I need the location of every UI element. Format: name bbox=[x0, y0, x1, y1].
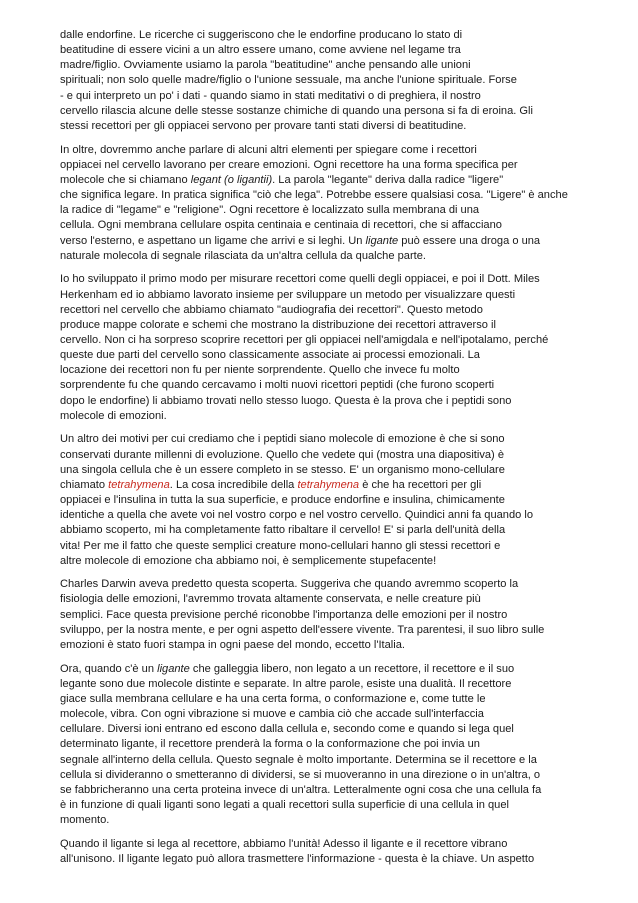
text-run: altre molecole di emozione cha abbiamo noi, è semplicemente stupefacente! bbox=[60, 554, 437, 567]
text-run: oppiacei nel cervello lavorano per creare emozioni. Ogni recettore ha una forma specifica per bbox=[60, 158, 518, 171]
text-run: . La parola "legante" deriva dalla radice "ligere" bbox=[272, 173, 504, 186]
text-line bbox=[60, 333, 556, 348]
text-run: la radice di "legame" e "religione". Ogni recettore è localizzato sulla membrana di una bbox=[60, 204, 480, 217]
text-run: In oltre, dovremmo anche parlare di alcuni altri elementi per spiegare come i recettori bbox=[60, 143, 477, 156]
text-run: spirituali; non solo quelle madre/figlio o l'unione sessuale, ma anche l'unione spirituale. Forse bbox=[60, 74, 517, 87]
text-line bbox=[60, 737, 556, 752]
text-run: sviluppo, per la nostra mente, e per ogni aspetto dell'essere vivente. Tra parentesi, il suo libro sulle bbox=[60, 623, 545, 636]
text-run: giace sulla membrana cellulare e ha una certa forma, o conformazione e, come tutte le bbox=[60, 692, 486, 705]
text-line bbox=[60, 58, 556, 73]
text-run: cervello. Non ci ha sorpreso scoprire recettori per gli oppiacei nell'amigdala e nell'ipotalamo, perché bbox=[60, 333, 549, 346]
text-run: all'unisono. Il ligante legato può allora trasmettere l'informazione - questa è la chiave. Un aspetto bbox=[60, 852, 535, 865]
paragraph-2 bbox=[60, 143, 568, 264]
paragraph-3 bbox=[60, 272, 556, 424]
text-run: identiche a quella che avete voi nel vostro corpo e nel vostro cervello. Quindici anni fa quando lo bbox=[60, 509, 534, 522]
text-run: cellula si divideranno o smetteranno di dividersi, se si muoveranno in una direzione o in un'altra, o bbox=[60, 768, 541, 781]
text-line bbox=[60, 272, 556, 287]
text-line bbox=[60, 104, 556, 119]
text-line bbox=[60, 89, 556, 104]
text-line bbox=[60, 218, 556, 233]
text-run: cervello rilascia alcune delle stesse sostanze chimiche di quando una persona si fa di eroina. Gli bbox=[60, 104, 533, 117]
text-line bbox=[60, 203, 556, 218]
paragraph-7 bbox=[60, 837, 556, 867]
text-line bbox=[60, 523, 556, 538]
text-run: Herkenham ed io abbiamo lavorato insieme per sviluppare un metodo per visualizzare questi bbox=[60, 288, 516, 301]
italic-term: ligante bbox=[365, 234, 399, 247]
text-line bbox=[60, 722, 556, 737]
text-line bbox=[60, 348, 556, 363]
text-run: dalle endorfine. Le ricerche ci suggeriscono che le endorfine producano lo stato di bbox=[60, 29, 463, 41]
text-run: produce mappe colorate e schemi che mostrano la distribuzione dei recettori attraverso il bbox=[60, 318, 496, 331]
text-run: molecole, vibra. Con ogni vibrazione si muove e cambia ciò che accade sull'interfaccia bbox=[60, 708, 484, 721]
text-run: se fabbricheranno una certa proteina invece di un'altra. Letteralmente ogni cosa che una cellula fa bbox=[60, 783, 542, 796]
text-run: naturale molecola di segnale rilasciata da un'altra cellula da qualche parte. bbox=[60, 249, 426, 262]
text-run: madre/figlio. Ovviamente usiamo la parola "beatitudine" anche pensando alle unioni bbox=[60, 59, 471, 72]
text-run: cellula. Ogni membrana cellulare ospita centinaia e centinaia di recettori, che si affacciano bbox=[60, 219, 502, 232]
text-line bbox=[60, 692, 556, 707]
text-line bbox=[60, 409, 556, 424]
text-line bbox=[60, 448, 556, 463]
text-run: abbiamo scoperto, mi ha completamente fatto ribaltare il cervello! E' si parla dell'unità della bbox=[60, 524, 506, 537]
text-line bbox=[60, 539, 556, 554]
text-line bbox=[60, 318, 556, 333]
text-line bbox=[60, 28, 556, 43]
paragraph-5 bbox=[60, 577, 556, 653]
text-run: conservati durante millenni di evoluzione. Quello che vedete qui (mostra una diapositiva) è bbox=[60, 448, 504, 461]
text-run: locazione dei recettori non fu per niente sorprendente. Quello che invece fu molto bbox=[60, 364, 460, 377]
text-line bbox=[60, 288, 556, 303]
text-line bbox=[60, 73, 556, 88]
text-line bbox=[60, 378, 556, 393]
text-line bbox=[60, 677, 556, 692]
text-run: semplici. Face questa previsione perché riconobbe l'importanza delle emozioni per il nostro bbox=[60, 608, 508, 621]
text-run: molecole che si chiamano bbox=[60, 173, 191, 186]
text-run: segnale all'interno della cellula. Questo segnale è molto importante. Determina se il recettore e la bbox=[60, 753, 537, 766]
text-run: . La cosa incredibile della bbox=[169, 478, 298, 491]
text-run: Charles Darwin aveva predetto questa scoperta. Suggeriva che quando avremmo scoperto la bbox=[60, 578, 519, 591]
text-run: chiamato bbox=[60, 478, 109, 491]
text-line bbox=[60, 394, 556, 409]
text-line bbox=[60, 813, 556, 828]
text-line bbox=[60, 508, 556, 523]
text-line bbox=[60, 608, 556, 623]
text-run: vita! Per me il fatto che queste semplici creature mono-cellulari hanno gli stessi recettori e bbox=[60, 539, 501, 552]
italic-term: ligante bbox=[157, 662, 190, 675]
text-run: emozioni è stato fuori stampa in ogni paese del mondo, eccetto l'Italia. bbox=[60, 638, 405, 651]
text-line bbox=[60, 623, 556, 638]
text-line bbox=[60, 303, 556, 318]
text-line bbox=[60, 463, 556, 478]
text-line bbox=[60, 143, 556, 158]
text-run: è che ha recettori per gli bbox=[359, 478, 482, 491]
text-run: Io ho sviluppato il primo modo per misurare recettori come quelli degli oppiacei, e poi il Dott. Miles bbox=[60, 273, 540, 286]
paragraph-6 bbox=[60, 662, 556, 829]
text-run: che significa legare. In pratica significa "ciò che lega". Potrebbe essere qualsiasi cosa. "Ligere" è anche bbox=[60, 189, 568, 202]
text-line bbox=[60, 43, 556, 58]
text-line bbox=[60, 852, 556, 867]
text-line bbox=[60, 234, 556, 249]
text-run: cellulare. Diversi ioni entrano ed escono dalla cellula e, secondo come e quando si lega quel bbox=[60, 723, 514, 736]
text-line bbox=[60, 554, 556, 569]
text-run: momento. bbox=[60, 814, 110, 827]
text-run: molecole di emozioni. bbox=[60, 409, 167, 422]
italic-term: legant (o ligantii) bbox=[190, 173, 273, 186]
text-line bbox=[60, 577, 556, 592]
text-line bbox=[60, 753, 556, 768]
text-run: Ora, quando c'è un bbox=[60, 662, 158, 675]
text-run: legante sono due molecole distinte e separate. In altre parole, esiste una dualità. Il recettore bbox=[60, 677, 512, 690]
text-line bbox=[60, 119, 556, 134]
text-line bbox=[60, 249, 556, 264]
highlighted-term: tetrahymena bbox=[108, 478, 170, 491]
text-line bbox=[60, 188, 568, 203]
text-line bbox=[60, 837, 556, 852]
text-run: dopo le endorfine) li abbiamo trovati nello stesso luogo. Questa è la prova che i peptidi sono bbox=[60, 394, 512, 407]
text-line bbox=[60, 432, 556, 447]
highlighted-term: tetrahymena bbox=[297, 478, 360, 491]
text-run: fisiologia delle emozioni, l'avremmo trovata altamente conservata, e nelle creature più bbox=[60, 593, 481, 606]
text-run: sorprendente fu che quando cercavamo i molti nuovi ricettori peptidi (che furono scoperti bbox=[60, 379, 495, 392]
text-run: oppiacei e l'insulina in tutta la sua superficie, e produce endorfine e insulina, chimicamente bbox=[60, 494, 505, 507]
text-run: è in funzione di quali liganti sono legati a quali recettori sulla superficie di una cellula in quel bbox=[60, 799, 509, 811]
text-run: - e qui interpreto un po' i dati - quando siamo in stati meditativi o di preghiera, il nostro bbox=[60, 89, 481, 102]
text-line bbox=[60, 173, 556, 188]
text-run: Un altro dei motivi per cui crediamo che i peptidi siano molecole di emozione è che si sono bbox=[60, 433, 505, 446]
text-line bbox=[60, 363, 556, 378]
paragraph-1 bbox=[60, 28, 556, 134]
text-line bbox=[60, 783, 556, 798]
text-line bbox=[60, 798, 556, 813]
text-run: una singola cellula che è un essere completo in se stesso. E' un organismo mono-cellulare bbox=[60, 463, 505, 476]
text-line bbox=[60, 638, 556, 653]
text-line bbox=[60, 592, 556, 607]
text-run: verso l'esterno, e aspettano un ligame che arrivi e si leghi. Un bbox=[60, 234, 366, 247]
text-line bbox=[60, 158, 556, 173]
text-line bbox=[60, 478, 556, 493]
text-run: queste due parti del cervello sono classicamente associate ai processi emozionali. La bbox=[60, 349, 480, 362]
text-line bbox=[60, 662, 556, 677]
text-run: determinato ligante, il recettore prenderà la forma o la conformazione che poi invia un bbox=[60, 738, 480, 751]
text-line bbox=[60, 768, 556, 783]
text-run: può essere una droga o una bbox=[398, 234, 541, 247]
text-line bbox=[60, 707, 556, 722]
text-run: stessi recettori per gli oppiacei servono per provare tanti stati diversi di beatitudine. bbox=[60, 119, 467, 132]
text-run: Quando il ligante si lega al recettore, abbiamo l'unità! Adesso il ligante e il recettore vibrano bbox=[60, 837, 508, 850]
text-run: recettori nel cervello che abbiamo chiamato "audiografia dei recettori". Questo metodo bbox=[60, 303, 483, 316]
text-run: che galleggia libero, non legato a un recettore, il recettore e il suo bbox=[189, 662, 515, 675]
text-run: beatitudine di essere vicini a un altro essere umano, come avviene nel legame tra bbox=[60, 44, 461, 57]
text-line bbox=[60, 493, 556, 508]
paragraph-4 bbox=[60, 432, 556, 568]
